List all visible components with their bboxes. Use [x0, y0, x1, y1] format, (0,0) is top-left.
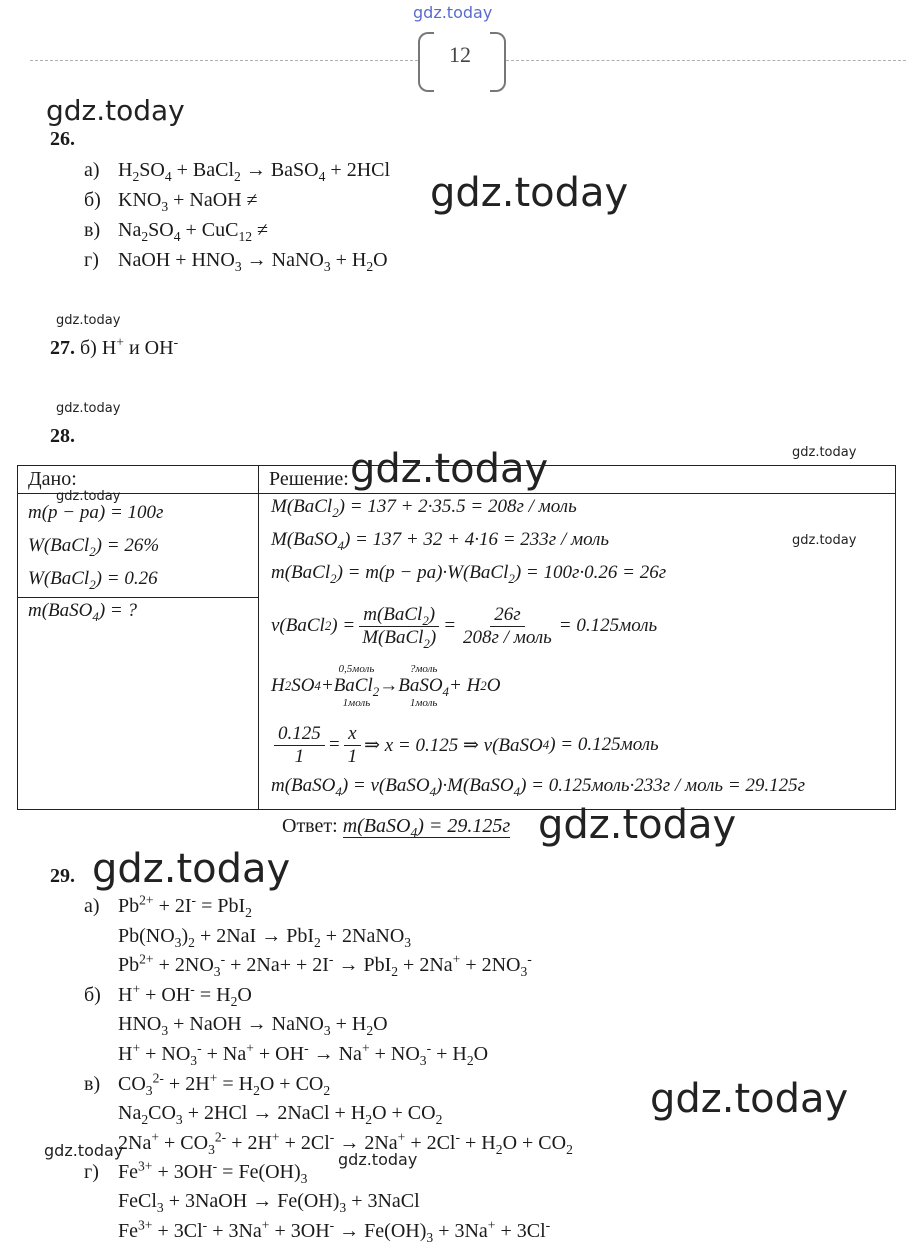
task-26-a: а) $H_2SO_4$ + BaCl$_2$ → BaSO$_4$ + 2HCl — [84, 159, 391, 184]
step-molar-mass-bacl2: M(BaCl$_2$) = 137 + 2·35.5 = 208г / моль — [271, 496, 577, 520]
item-label: а) — [84, 895, 100, 917]
given-values — [18, 494, 259, 598]
given-fraction-decimal: W(BaCl$_2$) = 0.26 — [28, 568, 158, 592]
task-29-d-ionic: г) $Fe^{3+} + 3OH^- = Fe(OH)_3$ — [84, 1158, 308, 1186]
answer-value: m(BaSO$_4$) = 29.125г — [342, 815, 511, 840]
watermark: gdz.today — [338, 1150, 418, 1169]
step-mass-baso4: m(BaSO$_4$) = ν(BaSO$_4$)·M(BaSO$_4$) = 0.125моль·233г / моль = 29.125г — [271, 775, 806, 799]
step-moles-bacl2: ν(BaCl 2 ) = $\frac{m(BaCl_2)}{M(BaCl_2)}$ = $\frac{26г}{\text{208г / моль}}$ = 0.125моль — [271, 603, 658, 651]
item-label: б) — [84, 984, 101, 1006]
page-number: 12 — [449, 42, 471, 67]
watermark: gdz.today — [350, 446, 549, 492]
solution-table — [17, 465, 896, 810]
item-label: г) — [84, 249, 99, 271]
task-29-c-molecular: $Na_2CO_3 + 2HCl$ → 2NaCl + $H_2O + CO_2$ — [118, 1102, 443, 1127]
step-molar-mass-baso4: M(BaSO$_4$) = 137 + 32 + 4·16 = 233г / моль — [271, 529, 610, 553]
watermark: gdz.today — [44, 1141, 124, 1160]
task-29-d-molecular: FeCl$_3$ + 3NaOH → $Fe(OH)_3$ + 3NaCl — [118, 1190, 420, 1215]
task-29-b-molecular: $HNO_3$ + NaOH → NaNO$_3$ + $H_2O$ — [118, 1013, 388, 1038]
task-26-b: б) $KNO_3$ + NaOH ≠ — [84, 189, 258, 214]
item-label: а) — [84, 159, 100, 181]
task-27: 27. б) H+ и OH- — [50, 334, 179, 359]
answer-prefix: б) — [80, 337, 97, 359]
solution-steps — [259, 494, 896, 810]
header-rule-left — [30, 60, 418, 61]
task-29-b-full-ionic: $H^+ + NO_3^- + Na^+ + OH^- \to Na^+ + NO_3^- + H_2O$ — [118, 1040, 489, 1068]
find-value: m(BaSO$_4$) = ? — [18, 598, 259, 810]
watermark: gdz.today — [430, 170, 629, 216]
step-proportion: $\frac{0.125}{1}$ = $\frac{x}{1}$ ⇒ x = 0.125 ⇒ ν(BaSO 4 ) = 0.125моль — [271, 715, 883, 775]
solution-header: Решение: — [259, 466, 896, 494]
given-solution-mass: m(p − pa) = 100г — [28, 502, 164, 523]
task-29-c-ionic: в) $CO_3^{2-} + 2H^+ = H_2O + CO_2$ — [84, 1070, 331, 1098]
watermark: gdz.today — [650, 1076, 849, 1122]
task-29-c-full-ionic: $2Na^+ + CO_3^{2-} + 2H^+ + 2Cl^- \to 2Na^+ + 2Cl^- + H_2O + CO_2$ — [118, 1129, 573, 1157]
given-header: Дано: — [18, 466, 259, 494]
item-label: г) — [84, 1161, 99, 1183]
given-fraction-percent: W(BaCl$_2$) = 26% — [28, 535, 160, 559]
task-29-a-molecular: $Pb(NO_3)_2 + 2NaI \to PbI_2$ + 2NaNO$_3$ — [118, 925, 412, 950]
item-label: в) — [84, 1073, 101, 1095]
item-label: б) — [84, 189, 101, 211]
task-29-number: 29. — [50, 865, 75, 887]
watermark: gdz.today — [46, 94, 185, 127]
task-28-answer — [282, 814, 510, 838]
watermark: gdz.today — [92, 846, 291, 892]
answer-connector: и — [128, 337, 140, 359]
watermark: gdz.today — [56, 401, 121, 416]
watermark-top: gdz.today — [413, 3, 493, 22]
task-29-a-ionic: а) $Pb^{2+} + 2I^- = PbI_2$ — [84, 892, 252, 920]
task-26-c: в) $Na_2SO_4 + CuC_{12}$ ≠ — [84, 219, 269, 244]
watermark: gdz.today — [792, 445, 857, 460]
watermark: gdz.today — [56, 313, 121, 328]
header-rule-right — [506, 60, 906, 61]
item-label: в) — [84, 219, 101, 241]
answer-label: Ответ: — [282, 815, 338, 837]
page-number-brace-right — [490, 32, 506, 92]
task-29-d-full-ionic: $Fe^{3+} + 3Cl^- + 3Na^+ + 3OH^- \to Fe(OH)_3 + 3Na^+ + 3Cl^-$ — [118, 1217, 551, 1245]
step-reaction-equation: H 2 SO 4 + 0,5моль BaCl$_2$ 1моль → ?моль BaSO$_4$ 1моль + H 2 O — [271, 663, 501, 709]
page-number-brace-left — [418, 32, 434, 92]
task-29-a-full-ionic: $Pb^{2+} + 2NO_3^- + 2Na+ + 2I^- \to PbI_2 + 2Na^+ + 2NO_3^-$ — [118, 951, 532, 979]
watermark: gdz.today — [56, 489, 121, 504]
task-26-d: г) NaOH + $HNO_3$ → NaNO$_3$ + $H_2O$ — [84, 249, 388, 274]
task-28-number: 28. — [50, 425, 75, 447]
task-26-number: 26. — [50, 128, 75, 150]
watermark: gdz.today — [792, 533, 857, 548]
task-27-number: 27. — [50, 337, 75, 359]
step-mass-bacl2: m(BaCl$_2$) = m(p − pa)·W(BaCl$_2$) = 100г·0.26 = 26г — [271, 562, 667, 586]
watermark: gdz.today — [538, 802, 737, 848]
task-29-b-ionic: б) $H^+ + OH^- = H_2O$ — [84, 981, 252, 1009]
